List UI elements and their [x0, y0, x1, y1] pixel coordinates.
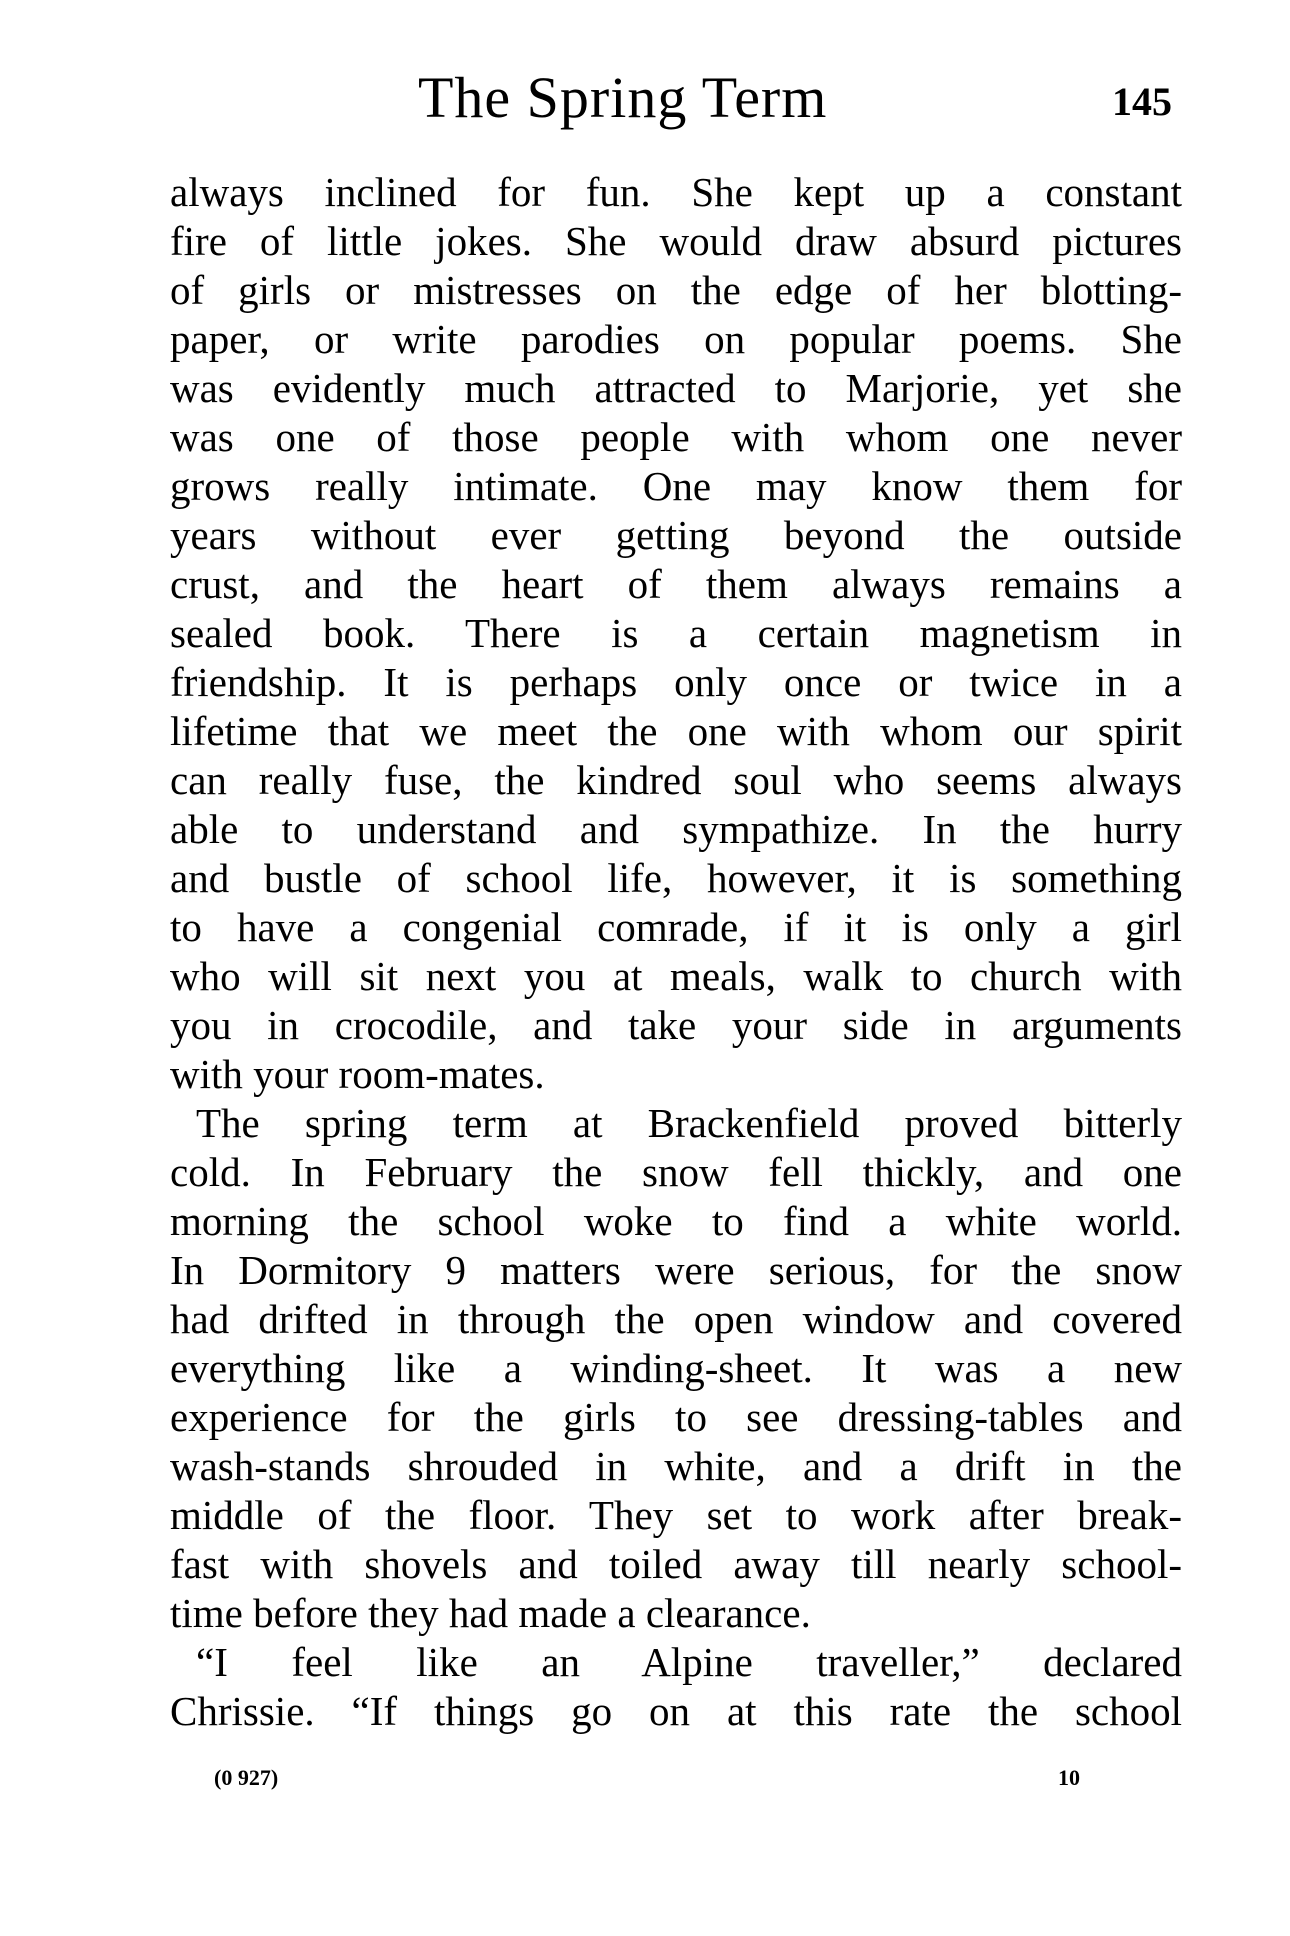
text-line: everything like a winding-sheet. It was a new	[170, 1345, 1182, 1391]
text-line: In Dormitory 9 matters were serious, for the snow	[170, 1247, 1182, 1293]
text-line: lifetime that we meet the one with whom our spirit	[170, 708, 1182, 754]
text-line: grows really intimate. One may know them for	[170, 463, 1182, 509]
text-line: cold. In February the snow fell thickly, and one	[170, 1149, 1182, 1195]
text-line: with your room-mates.	[170, 1051, 545, 1097]
text-line: to have a congenial comrade, if it is only a girl	[170, 904, 1182, 950]
text-line: fire of little jokes. She would draw absurd pictures	[170, 218, 1182, 264]
text-line: sealed book. There is a certain magnetism in	[170, 610, 1182, 656]
running-head	[0, 58, 1290, 138]
text-line: time before they had made a clearance.	[170, 1590, 811, 1636]
gathering-number: 10	[1058, 1765, 1080, 1790]
page-number: 145	[1112, 79, 1172, 124]
text-line: who will sit next you at meals, walk to church with	[170, 953, 1182, 999]
text-line: morning the school woke to find a white world.	[170, 1198, 1182, 1244]
text-line: was one of those people with whom one never	[170, 414, 1182, 460]
text-line: experience for the girls to see dressing-tables and	[170, 1394, 1182, 1440]
text-line: years without ever getting beyond the outside	[170, 512, 1182, 558]
text-line: of girls or mistresses on the edge of her blotting-	[170, 267, 1182, 313]
text-line: fast with shovels and toiled away till nearly school-	[170, 1541, 1182, 1587]
page-title: The Spring Term	[418, 65, 828, 130]
text-line: you in crocodile, and take your side in arguments	[170, 1002, 1182, 1048]
text-line: and bustle of school life, however, it is something	[170, 855, 1182, 901]
text-line: paper, or write parodies on popular poems. She	[170, 316, 1182, 362]
page-footer	[0, 1758, 1290, 1798]
text-line: can really fuse, the kindred soul who seems always	[170, 757, 1182, 803]
text-line: had drifted in through the open window and covered	[170, 1296, 1182, 1342]
text-line: wash-stands shrouded in white, and a drift in the	[170, 1443, 1182, 1489]
body-text	[170, 168, 1182, 1736]
printer-signature-mark: (0 927)	[214, 1765, 279, 1790]
text-line: middle of the floor. They set to work after break-	[170, 1492, 1182, 1538]
text-line: was evidently much attracted to Marjorie, yet she	[170, 365, 1182, 411]
text-line: crust, and the heart of them always remains a	[170, 561, 1182, 607]
text-line: The spring term at Brackenfield proved bitterly	[196, 1100, 1182, 1146]
text-line: friendship. It is perhaps only once or twice in a	[170, 659, 1182, 705]
text-line: always inclined for fun. She kept up a constant	[170, 169, 1182, 215]
text-line: Chrissie. “If things go on at this rate the school	[170, 1688, 1182, 1734]
text-line: able to understand and sympathize. In the hurry	[170, 806, 1182, 852]
text-line: “I feel like an Alpine traveller,” declared	[196, 1639, 1182, 1685]
